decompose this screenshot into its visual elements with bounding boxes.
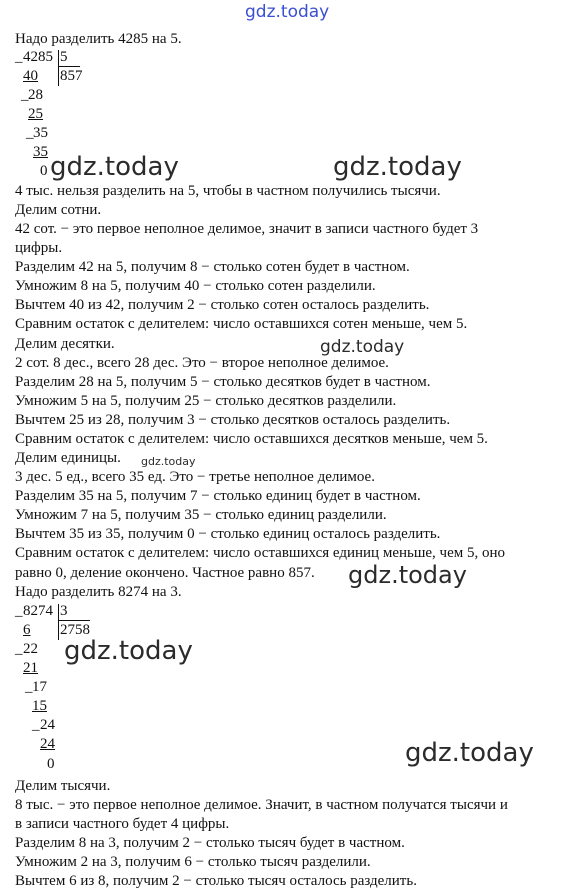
step-remainder: 24 (40, 717, 55, 733)
text-line: Вычтем 35 из 35, получим 0 − столько единиц осталось разделить. (15, 526, 441, 542)
step-product: 6 (23, 622, 31, 638)
text-line: Делим тысячи. (15, 778, 111, 794)
text-line: Умножим 5 на 5, получим 25 − столько десятков разделили. (15, 393, 397, 409)
quotient: 2758 (60, 622, 90, 638)
text-line: Сравним остаток с делителем: число оставшихся сотен меньше, чем 5. (15, 316, 468, 332)
step-product: 24 (40, 736, 55, 752)
text-line: 8 тыс. − это первое неполное делимое. Значит, в частном получатся тысячи и (15, 797, 508, 813)
step-remainder: 35 (33, 125, 48, 141)
dividend: 8274 (23, 603, 53, 619)
minus-sign: _ (26, 125, 34, 141)
watermark: gdz.today (405, 738, 534, 768)
minus-sign: _ (15, 49, 23, 65)
step-remainder: 28 (28, 87, 43, 103)
text-line: Умножим 7 на 5, получим 35 − столько единиц разделили. (15, 507, 387, 523)
text-line: Разделим 42 на 5, получим 8 − столько сотен будет в частном. (15, 259, 410, 275)
watermark: gdz.today (50, 152, 179, 182)
text-line: Сравним остаток с делителем: число оставшихся десятков меньше, чем 5. (15, 431, 488, 447)
minus-sign: _ (15, 641, 23, 657)
step-remainder: 22 (23, 641, 38, 657)
text-line: Умножим 2 на 3, получим 6 − столько тысяч разделили. (15, 854, 371, 870)
minus-sign: _ (25, 679, 33, 695)
step-product: 15 (32, 698, 47, 714)
watermark: gdz.today (348, 561, 467, 589)
watermark: gdz.today (320, 337, 405, 357)
text-line: равно 0, деление окончено. Частное равно 857. (15, 565, 315, 581)
final-remainder: 0 (47, 756, 55, 772)
text-line: Сравним остаток с делителем: число оставшихся единиц меньше, чем 5, оно (15, 545, 506, 561)
text-line: Делим десятки. (15, 336, 115, 352)
step-product: 40 (23, 68, 38, 84)
task-heading-1: Надо разделить 4285 на 5. (15, 31, 182, 47)
text-line: 42 сот. − это первое неполное делимое, значит в записи частного будет 3 (15, 221, 479, 237)
divisor: 3 (60, 603, 68, 619)
watermark-top: gdz.today (245, 2, 330, 22)
text-line: 4 тыс. нельзя разделить на 5, чтобы в частном получились тысячи. (15, 183, 441, 199)
minus-sign: _ (15, 603, 23, 619)
text-line: Вычтем 40 из 42, получим 2 − столько сотен осталось разделить. (15, 297, 430, 313)
text-line: Умножим 8 на 5, получим 40 − столько сотен разделили. (15, 278, 376, 294)
text-line: Вычтем 6 из 8, получим 2 − столько тысяч осталось разделить. (15, 873, 417, 889)
text-line: 2 сот. 8 дес., всего 28 дес. Это − второе неполное делимое. (15, 355, 389, 371)
step-product: 25 (28, 106, 43, 122)
text-line: Вычтем 25 из 28, получим 3 − столько десятков осталось разделить. (15, 412, 451, 428)
division-bar (58, 604, 59, 640)
task-heading-2: Надо разделить 8274 на 3. (15, 584, 182, 600)
step-product: 35 (33, 144, 48, 160)
step-remainder: 17 (32, 679, 47, 695)
text-line: Разделим 8 на 3, получим 2 − столько тысяч будет в частном. (15, 835, 405, 851)
quotient: 857 (60, 68, 83, 84)
text-line: Разделим 28 на 5, получим 5 − столько десятков будет в частном. (15, 374, 431, 390)
division-bar (58, 50, 59, 86)
text-line: цифры. (15, 240, 63, 256)
text-line: Разделим 35 на 5, получим 7 − столько единиц будет в частном. (15, 488, 421, 504)
dividend: 4285 (23, 49, 53, 65)
text-line: Делим единицы. (15, 450, 121, 466)
text-line: в записи частного будет 4 цифры. (15, 816, 230, 832)
watermark: gdz.today (141, 455, 196, 468)
divisor: 5 (60, 49, 68, 65)
text-line: Делим сотни. (15, 202, 102, 218)
minus-sign: _ (32, 717, 40, 733)
watermark: gdz.today (64, 636, 193, 666)
final-remainder: 0 (40, 163, 48, 179)
watermark: gdz.today (333, 152, 462, 182)
minus-sign: _ (21, 87, 29, 103)
text-line: 3 дес. 5 ед., всего 35 ед. Это − третье неполное делимое. (15, 469, 375, 485)
step-product: 21 (23, 660, 38, 676)
